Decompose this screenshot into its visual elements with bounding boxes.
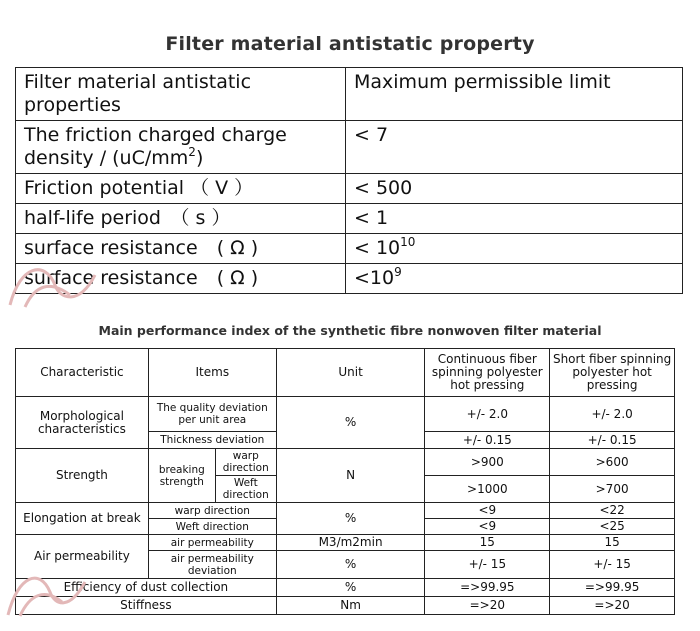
value-cell: >700 [550,476,675,503]
value-cell: 15 [425,535,550,551]
item-cell: air permeability [148,535,276,551]
value-cell: >900 [425,449,550,476]
table-row [16,234,683,264]
limit-cell [346,174,683,204]
table-row [16,579,675,597]
limit-cell [346,264,683,294]
unit-cell: % [276,397,425,449]
property-label: half-life period （ s ） [24,207,231,229]
value-cell: <25 [550,519,675,535]
table-header-row [16,68,683,121]
value-cell: +/- 2.0 [425,397,550,432]
limit-value: < 1 [354,207,389,229]
limit-value: < 10 [354,237,401,259]
superscript: 10 [400,234,416,249]
unit-cell: % [276,551,425,579]
value-cell: <9 [425,503,550,519]
header-cell: Filter material antistatic properties [16,68,346,121]
value-cell: >1000 [425,476,550,503]
section-title: Main performance index of the synthetic fibre nonwoven filter material [98,323,602,338]
table-header-row [16,349,675,397]
value-cell: +/- 2.0 [550,397,675,432]
limit-value: < 500 [354,177,413,199]
table-row [16,503,675,519]
superscript: 2 [188,144,196,159]
antistatic-table [15,67,683,294]
property-label: Friction potential （ V ） [24,177,254,199]
value-cell: <9 [425,519,550,535]
table-row [16,397,675,432]
item-cell: The quality deviation per unit area [148,397,276,432]
table-row [16,535,675,551]
table-row [16,449,675,476]
item-cell: warp direction [148,503,276,519]
table-row [16,174,683,204]
superscript: 9 [394,264,402,279]
gnp-logo-watermark [0,255,110,315]
value-cell: =>99.95 [425,579,550,597]
property-label: surface resistance ( Ω ) [24,267,259,289]
table-row [16,204,683,234]
header-cell: Unit [276,349,425,397]
limit-cell [346,121,683,174]
header-cell: Continuous fiber spinning polyester hot pressing [425,349,550,397]
value-cell: +/- 15 [550,551,675,579]
unit-cell: N [276,449,425,503]
header-cell: Short fiber spinning polyester hot pressing [550,349,675,397]
limit-value: <10 [354,267,395,289]
characteristic-cell: Stiffness [16,597,277,615]
value-cell: =>99.95 [550,579,675,597]
value-cell: +/- 15 [425,551,550,579]
property-cell [16,204,346,234]
unit-cell: M3/m2min [276,535,425,551]
gnp-logo-watermark [0,560,90,620]
item-cell: air permeability deviation [148,551,276,579]
characteristic-cell: Efficiency of dust collection [16,579,277,597]
header-cell: Items [148,349,276,397]
table-row [16,264,683,294]
value-cell: +/- 0.15 [425,432,550,449]
characteristic-cell: Air permeability [16,535,149,579]
performance-table [15,348,675,615]
value-cell: >600 [550,449,675,476]
limit-value: < 7 [354,124,389,146]
table-row [16,121,683,174]
header-cell: Characteristic [16,349,149,397]
item-cell: Weft direction [148,519,276,535]
value-cell: =>20 [425,597,550,615]
property-label: surface resistance ( Ω ) [24,237,259,259]
characteristic-cell: Strength [16,449,149,503]
value-cell: 15 [550,535,675,551]
limit-cell [346,234,683,264]
value-cell: +/- 0.15 [550,432,675,449]
value-cell: <22 [550,503,675,519]
page-title: Filter material antistatic property [165,33,535,55]
item-cell: warp direction [215,449,276,476]
item-cell: Weft direction [215,476,276,503]
property-label: The friction charged charge density / (uC/mm [24,124,287,169]
characteristic-cell: Elongation at break [16,503,149,535]
property-cell [16,174,346,204]
characteristic-cell: Morphological characteristics [16,397,149,449]
unit-cell: % [276,579,425,597]
unit-cell: Nm [276,597,425,615]
limit-cell [346,204,683,234]
unit-cell: % [276,503,425,535]
item-cell: Thickness deviation [148,432,276,449]
sub-item-cell: breaking strength [148,449,215,503]
value-cell: =>20 [550,597,675,615]
property-cell [16,121,346,174]
table-row [16,597,675,615]
property-label-tail: ) [195,147,204,169]
header-cell: Maximum permissible limit [346,68,683,121]
